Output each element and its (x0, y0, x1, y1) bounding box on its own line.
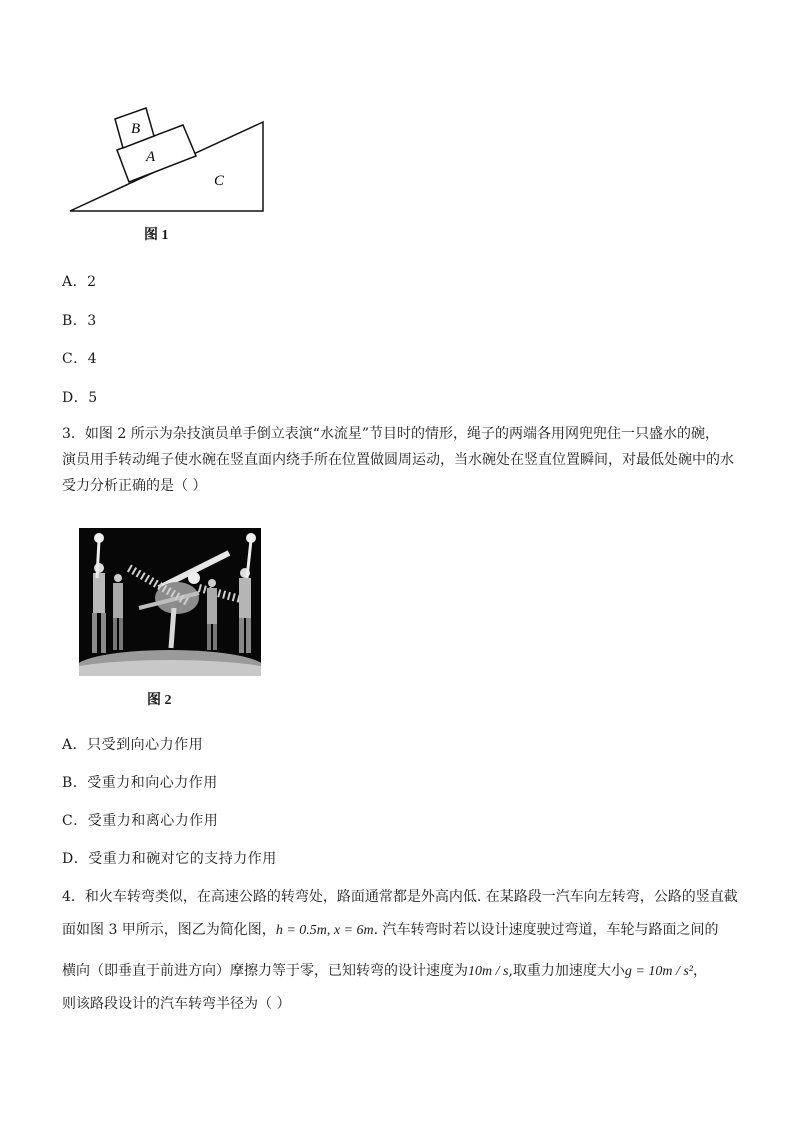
figure-1-caption: 图 1 (144, 228, 169, 243)
acrobat-illustration (79, 528, 261, 676)
figure-1 (60, 100, 270, 220)
option-b: B．3 (62, 313, 97, 329)
q4-line-4: 则该路段设计的汽车转弯半径为（ ） (62, 996, 291, 1012)
figure-2-caption: 图 2 (147, 693, 172, 708)
q4-line-3: 横向（即垂直于前进方向）摩擦力等于零，已知转弯的设计速度为10m / s,取重力加速度大小g = 10m / s²， (62, 963, 707, 979)
figure-2-photo (79, 528, 261, 676)
q4-line-2: 面如图 3 甲所示，图乙为简化图，h = 0.5m, x = 6m. 汽车转弯时若以设计速度驶过弯道，车轮与路面之间的 (62, 922, 719, 938)
q3-line-2: 演员用手转动绳子使水碗在竖直面内绕手所在位置做圆周运动，当水碗处在竖直位置瞬间，对最低处碗中的水 (62, 452, 734, 468)
q4-line-1: 4．和火车转弯类似，在高速公路的转弯处，路面通常都是外高内低. 在某路段一汽车向左转弯，公路的竖直截 (62, 889, 738, 905)
q3-option-a: A．只受到向心力作用 (62, 737, 204, 753)
option-c: C．4 (62, 351, 98, 367)
option-a: A．2 (62, 274, 97, 290)
question-3 (62, 421, 742, 499)
q3-option-b: B．受重力和向心力作用 (62, 775, 218, 791)
q4-math-speed: 10m / s (468, 964, 509, 979)
q3-line-1: 3．如图 2 所示为杂技演员单手倒立表演“水流星”节目时的情形，绳子的两端各用网兜兜住一只盛水的碗， (62, 426, 720, 442)
q3-line-3: 受力分析正确的是（ ） (62, 478, 207, 494)
label-b: B (131, 121, 141, 137)
q3-option-c: C．受重力和离心力作用 (62, 813, 219, 829)
label-a: A (146, 149, 156, 165)
q4-math-h-x: h = 0.5m, x = 6m (275, 923, 374, 938)
incline-diagram (60, 100, 270, 220)
q3-option-d: D．受重力和碗对它的支持力作用 (62, 851, 277, 867)
option-d: D．5 (62, 390, 98, 406)
q4-math-g: g = 10m / s² (624, 964, 693, 979)
label-c: C (214, 173, 225, 189)
